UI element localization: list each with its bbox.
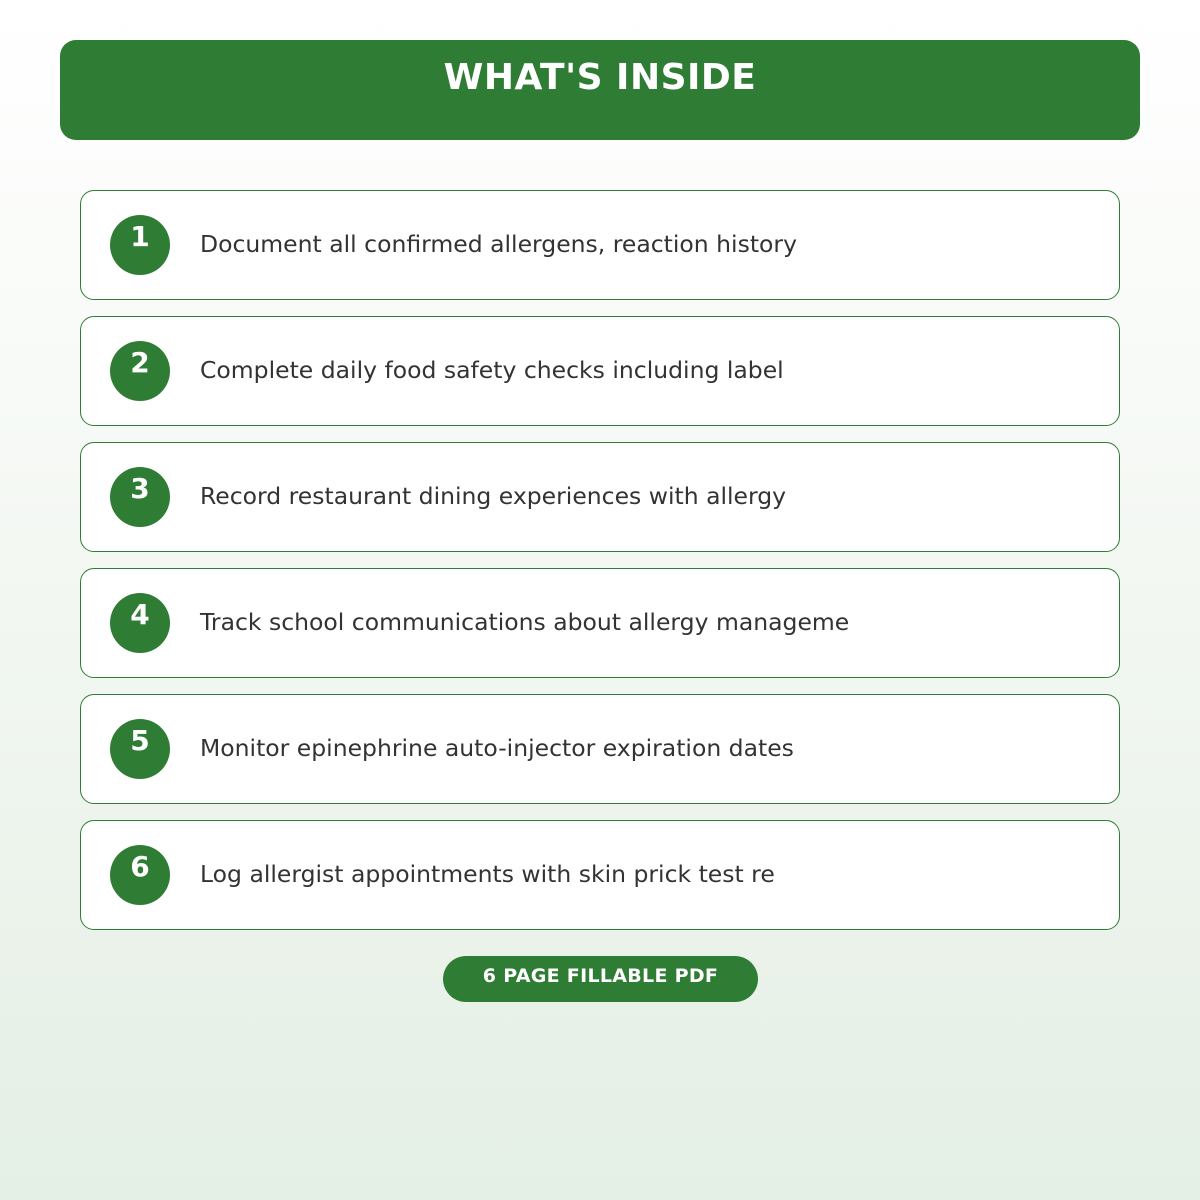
feature-text: Track school communications about allergy manageme [200,608,850,636]
badge-number: 2 [130,346,150,379]
page-title: WHAT'S INSIDE [443,57,757,98]
feature-text: Document all confirmed allergens, reaction history [200,230,797,258]
number-badge [110,593,170,653]
feature-item [80,190,1120,300]
feature-item [80,316,1120,426]
feature-item [80,442,1120,552]
badge-number: 3 [130,472,150,505]
feature-text: Record restaurant dining experiences with allergy [200,482,787,510]
badge-number: 5 [130,724,150,757]
feature-list [80,190,1120,946]
feature-item [80,568,1120,678]
feature-text: Complete daily food safety checks including label [200,356,784,384]
feature-text: Log allergist appointments with skin prick test re [200,860,775,888]
badge-number: 1 [130,220,150,253]
number-badge [110,215,170,275]
feature-text: Monitor epinephrine auto-injector expiration dates [200,734,794,762]
number-badge [110,341,170,401]
page-count-badge [443,956,758,1002]
header-banner [60,40,1140,140]
feature-item [80,694,1120,804]
page-count-label: 6 PAGE FILLABLE PDF [482,965,719,987]
number-badge [110,467,170,527]
badge-number: 6 [130,850,150,883]
number-badge [110,845,170,905]
feature-item [80,820,1120,930]
badge-number: 4 [130,598,150,631]
number-badge [110,719,170,779]
